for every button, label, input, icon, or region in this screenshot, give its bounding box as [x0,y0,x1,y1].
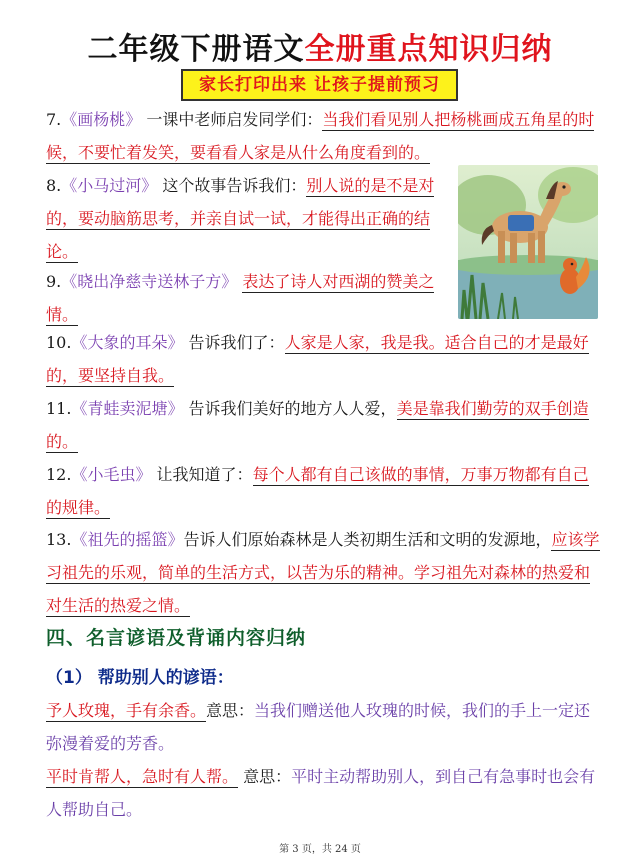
item-answer: 应该学习祖先的乐观，简单的生活方式，以苦为乐的精神。学习祖先对森林的热爱和对生活的热爱之情。 [46,530,600,615]
proverb-1 [46,694,602,760]
item-answer: 人家是人家，我是我。适合自己的才是最好的，要坚持自我。 [46,333,589,385]
horse-and-squirrel-illustration [458,165,598,319]
item-intro: 这个故事告诉我们： [157,176,307,195]
item-intro: 让我知道了： [151,465,253,484]
item-13 [46,523,602,622]
illustration-svg [458,165,598,319]
title-part-grade: 二年级下册语文 [87,32,305,67]
item-number: 9. [46,272,62,291]
banner: 家长打印出来 让孩子提前预习 [181,69,458,101]
proverb-meaning: 平时主动帮助别人，到自己有急事时也会有人帮助自己。 [46,767,596,819]
item-answer: 美是靠我们勤劳的双手创造的。 [46,399,589,451]
item-number: 12. [46,465,72,484]
proverb-2 [46,760,602,826]
lesson-title: 《晓出净慈寺送林子方》 [61,272,238,291]
title-part-summary: 全册重点知识归纳 [304,32,553,67]
lesson-title: 《小马过河》 [61,176,158,195]
proverb-saying: 平时肯帮人，急时有人帮。 [46,767,239,786]
lesson-title: 《青蛙卖泥塘》 [71,399,184,418]
item-11 [46,392,602,458]
item-intro: 告诉我们了： [183,333,285,352]
item-number: 11. [46,399,72,418]
item-12 [46,458,602,524]
item-number: 10. [46,333,72,352]
item-answer: 表达了诗人对西湖的赞美之情。 [46,272,435,324]
item-10 [46,326,602,392]
item-9 [46,265,456,331]
item-intro: 告诉我们美好的地方人人爱， [183,399,397,418]
lesson-title: 《小毛虫》 [71,465,152,484]
subsection-heading: （1） 帮助别人的谚语： [46,668,234,688]
item-number: 8. [46,176,62,195]
item-answer: 别人说的是不是对的，要动脑筋思考，并亲自试一试，才能得出正确的结论。 [46,176,435,261]
item-number: 7. [46,110,62,129]
page-footer: 第 3 页，共 24 页 [279,844,361,855]
lesson-title: 《大象的耳朵》 [71,333,184,352]
proverb-meaning: 当我们赠送他人玫瑰的时候，我们的手上一定还弥漫着爱的芳香。 [46,701,591,753]
item-intro: 一课中老师启发同学们： [141,110,323,129]
item-answer: 当我们看见别人把杨桃画成五角星的时候，不要忙着发笑，要看看人家是从什么角度看到的。 [46,110,595,162]
lesson-title: 《画杨桃》 [61,110,142,129]
proverb-saying: 予人玫瑰，手有余香。 [46,701,207,720]
item-number: 13. [46,530,72,549]
proverb-label: 意思： [238,767,292,786]
proverb-label: 意思： [206,701,255,720]
lesson-title: 《祖先的摇篮》 [71,530,184,549]
page-title [0,24,640,68]
item-intro: 告诉人们原始森林是人类初期生活和文明的发源地， [183,530,552,549]
item-8 [46,169,456,268]
item-answer: 每个人都有自己该做的事情，万事万物都有自己的规律。 [46,465,589,517]
item-7 [46,103,602,169]
section-heading: 四、名言谚语及背诵内容归纳 [46,627,307,649]
